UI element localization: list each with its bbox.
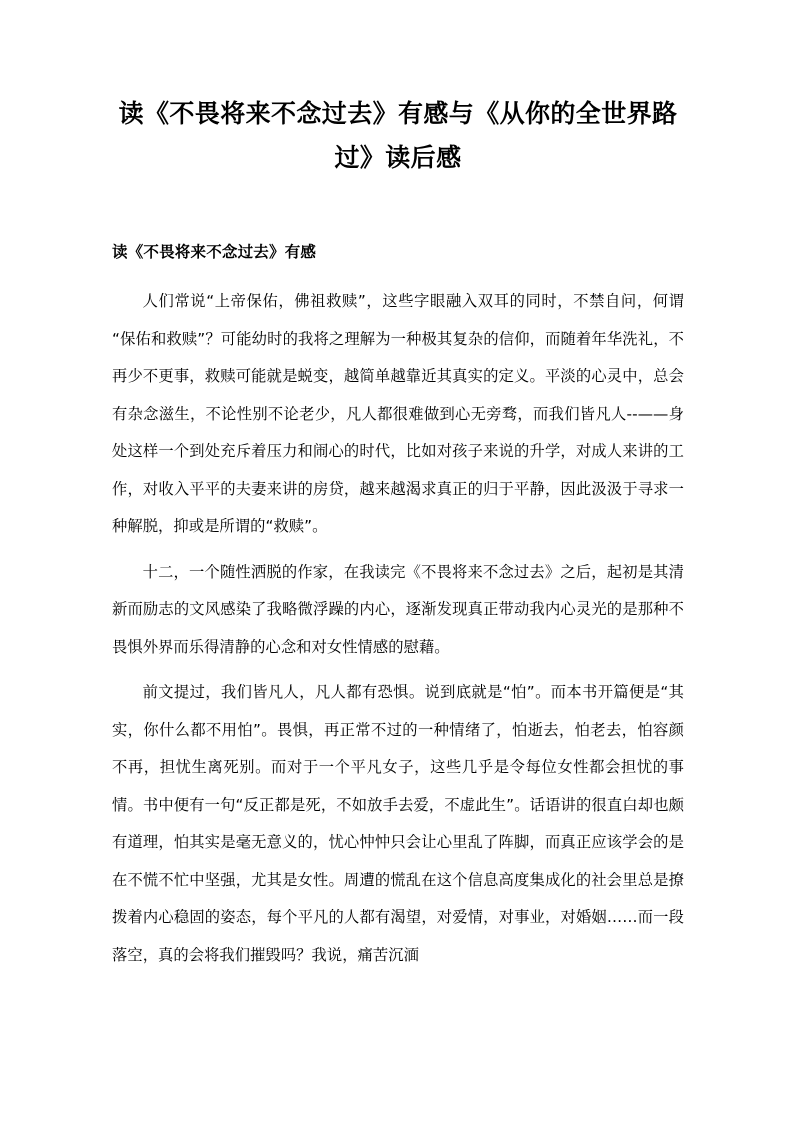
document-content (112, 0, 684, 974)
body-paragraph-2: 十二，一个随性洒脱的作家，在我读完《不畏将来不念过去》之后，起初是其清新而励志的文风感染了我略微浮躁的内心，逐渐发现真正带动我内心灵光的是那种不畏惧外界而乐得清静的心念和对女性情感的慰藉。 (112, 562, 684, 656)
section-heading: 读《不畏将来不念过去》有感 (112, 243, 317, 261)
body-paragraph-3: 前文提过，我们皆凡人，凡人都有恐惧。说到底就是“怕”。而本书开篇便是“其实，你什么都不用怕”。畏惧，再正常不过的一种情绪了，怕逝去，怕老去，怕容颜不再，担忧生离死别。而对于一个平凡女子，这些几乎是令每位女性都会担忧的事情。书中便有一句“反正都是死，不如放手去爱，不虚此生”。话语讲的很直白却也颇有道理，怕其实是毫无意义的，忧心忡忡只会让心里乱了阵脚，而真正应该学会的是在不慌不忙中坚强，尤其是女性。周遭的慌乱在这个信息高度集成化的社会里总是撩拨着内心稳固的姿态，每个平凡的人都有渴望，对爱情，对事业，对婚姻……而一段落空，真的会将我们摧毁吗？我说，痛苦沉湎 (112, 683, 684, 964)
page-title: 读《不畏将来不念过去》有感与《从你的全世界路过》读后感 (118, 99, 678, 172)
body-paragraph-1: 人们常说“上帝保佑，佛祖救赎”，这些字眼融入双耳的同时，不禁自问，何谓“保佑和救赎”？可能幼时的我将之理解为一种极其复杂的信仰，而随着年华洗礼，不再少不更事，救赎可能就是蜕变，越简单越靠近其真实的定义。平淡的心灵中，总会有杂念滋生，不论性别不论老少，凡人都很难做到心无旁骛，而我们皆凡人--——身处这样一个到处充斥着压力和闹心的时代，比如对孩子来说的升学，对成人来讲的工作，对收入平平的夫妻来讲的房贷，越来越渴求真正的归于平静，因此汲汲于寻求一种解脱，抑或是所谓的“救赎”。 (112, 292, 684, 535)
